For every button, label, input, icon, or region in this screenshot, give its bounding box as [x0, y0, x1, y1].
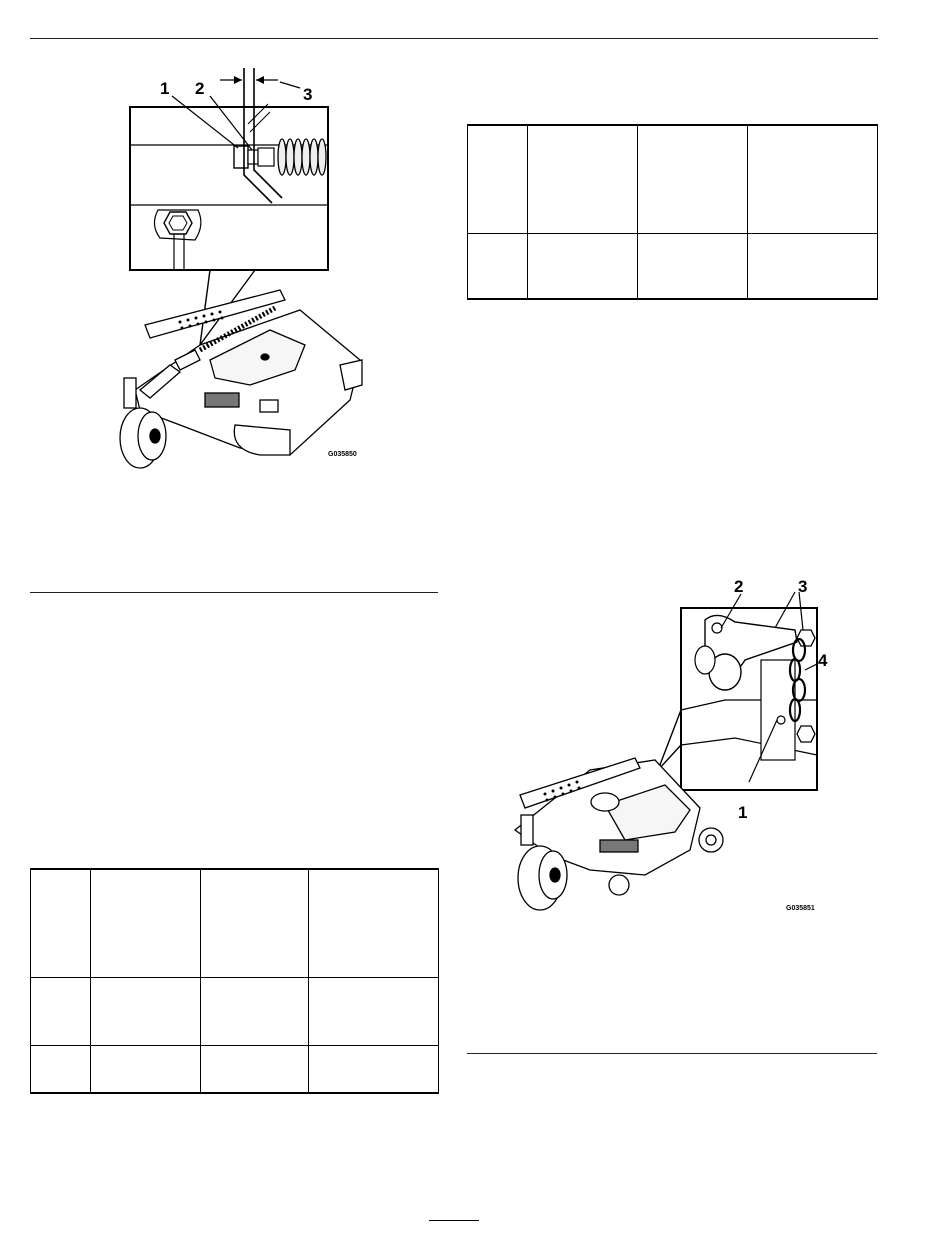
- table-cell: [748, 125, 878, 233]
- callout-3: 3: [798, 577, 808, 596]
- section-rule-right: [467, 1053, 877, 1054]
- table-cell: [468, 233, 528, 299]
- callout-1: 1: [160, 79, 170, 98]
- table-cell: [91, 869, 201, 977]
- callout-1: 1: [738, 803, 748, 822]
- table-cell: [201, 869, 309, 977]
- table-cell: [528, 233, 638, 299]
- table-row: [31, 869, 439, 977]
- table-cell: [91, 977, 201, 1045]
- table-cell: [309, 977, 439, 1045]
- table-cell: [528, 125, 638, 233]
- table-cell: [31, 977, 91, 1045]
- table-cell: [468, 125, 528, 233]
- spring-adjustment-figure: [100, 60, 380, 480]
- table-row: [468, 233, 878, 299]
- table-row: [31, 1045, 439, 1093]
- page-number-rule: [429, 1220, 479, 1221]
- table-cell: [201, 1045, 309, 1093]
- table-cell: [309, 869, 439, 977]
- table-cell: [31, 869, 91, 977]
- table-cell: [748, 233, 878, 299]
- table-cell: [91, 1045, 201, 1093]
- table-cell: [638, 125, 748, 233]
- table-row: [468, 125, 878, 233]
- section-rule-left: [30, 592, 438, 593]
- figure-code: G035850: [328, 451, 357, 458]
- callout-2: 2: [195, 79, 205, 98]
- callout-4: 4: [818, 651, 828, 670]
- callout-2: 2: [734, 577, 744, 596]
- figure-code: G035851: [786, 905, 815, 912]
- table-cell: [201, 977, 309, 1045]
- callout-3: 3: [303, 85, 313, 104]
- upper-right-table: [467, 124, 878, 300]
- table-cell: [309, 1045, 439, 1093]
- table-cell: [638, 233, 748, 299]
- header-rule: [30, 38, 878, 39]
- lower-left-table: [30, 868, 439, 1094]
- table-cell: [31, 1045, 91, 1093]
- chain-adjustment-figure: [495, 570, 855, 915]
- table-row: [31, 977, 439, 1045]
